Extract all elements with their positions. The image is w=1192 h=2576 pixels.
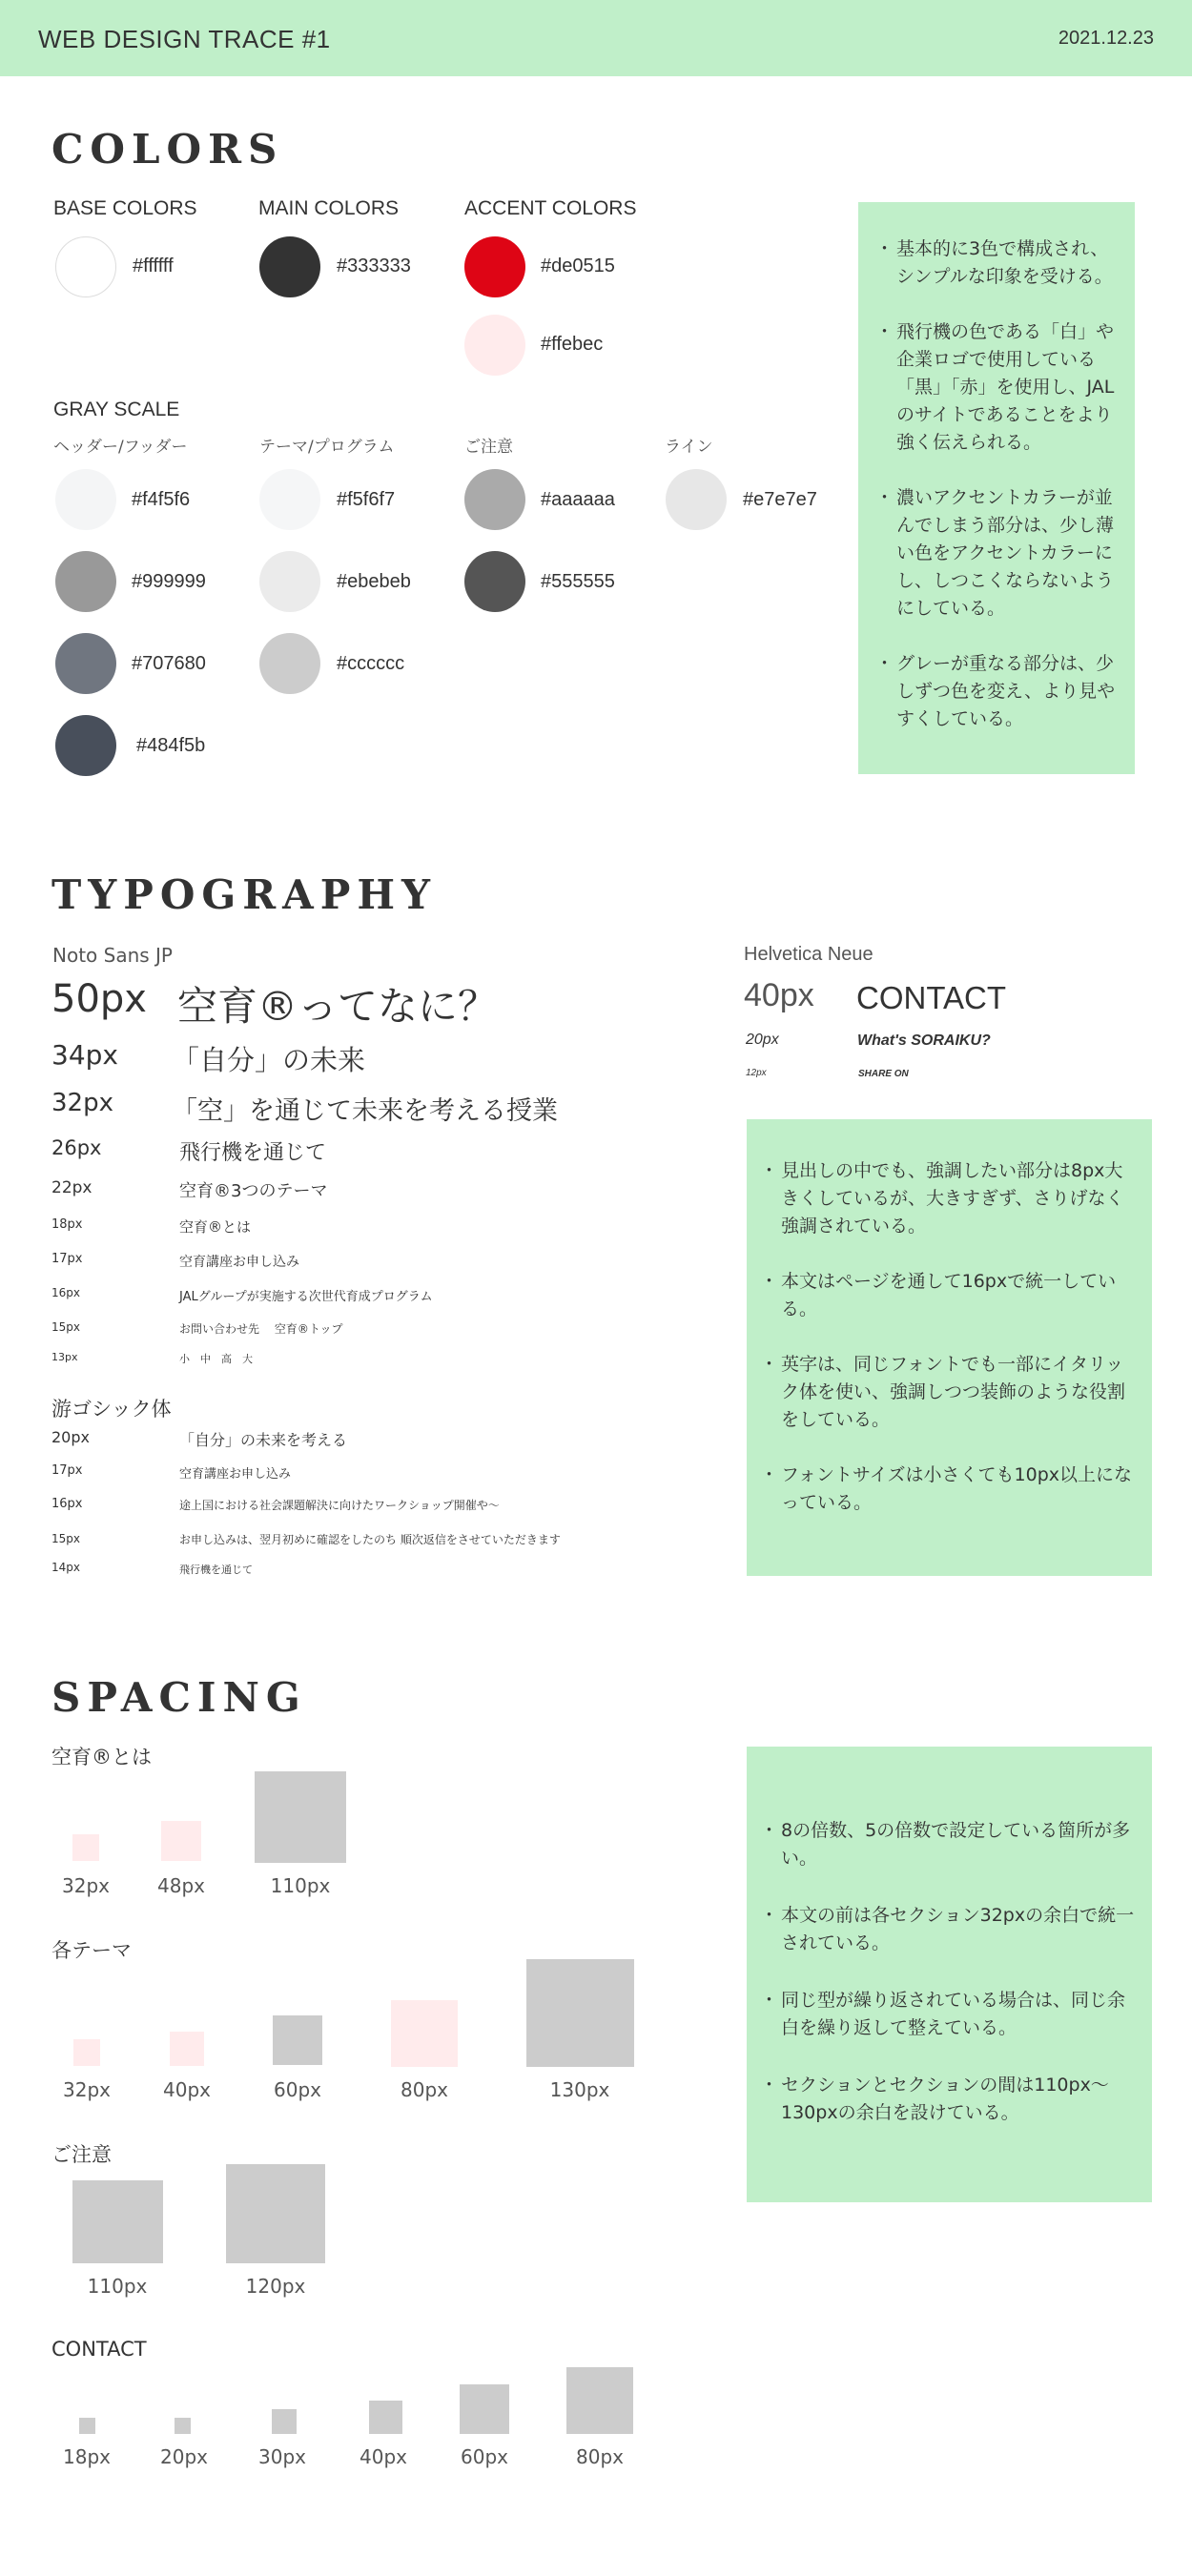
spacing-box-label: 110px xyxy=(87,2275,148,2298)
color-swatch xyxy=(55,633,116,694)
font-size-label: 15px xyxy=(51,1320,80,1334)
note-item: ・ 濃いアクセントカラーが並んでしまう部分は、少し薄い色をアクセントカラーにし、しつこくならないようにしている。 xyxy=(875,484,1120,623)
spacing-box xyxy=(369,2401,402,2434)
font-name-helvetica: Helvetica Neue xyxy=(744,944,873,965)
spacing-box xyxy=(170,2032,204,2066)
font-size-label: 26px xyxy=(51,1136,102,1159)
page-header xyxy=(0,0,1192,76)
note-item: ・ 基本的に3色で構成され、シンプルな印象を受ける。 xyxy=(875,235,1120,291)
color-code: #484f5b xyxy=(136,735,206,756)
color-code: #f5f6f7 xyxy=(337,489,396,510)
font-sample: CONTACT xyxy=(856,980,1007,1015)
spacing-box xyxy=(161,1821,201,1861)
color-code: #cccccc xyxy=(337,653,405,674)
spacing-group-title: ご注意 xyxy=(51,2143,112,2166)
note-item: ・ 同じ型が繰り返されている場合は、同じ余白を繰り返して整えている。 xyxy=(760,1987,1137,2042)
typography-note-list xyxy=(760,1157,1135,1517)
font-size-label: 12px xyxy=(746,1068,767,1078)
font-sample: 空育講座お申し込み xyxy=(179,1467,292,1482)
note-item: ・ 英字は、同じフォントでも一部にイタリック体を使い、強調しつつ装飾のような役割をしている。 xyxy=(760,1351,1135,1434)
font-sample: 「自分」の未来 xyxy=(172,1044,366,1076)
font-size-label: 40px xyxy=(744,977,814,1013)
color-code: #ffffff xyxy=(133,256,174,276)
color-code: #de0515 xyxy=(541,256,615,276)
font-sample: 空育®ってなに？ xyxy=(177,983,499,1030)
spacing-box-label: 32px xyxy=(62,1874,110,1897)
color-code: #555555 xyxy=(541,571,615,592)
spacing-group-title: 各テーマ xyxy=(51,1939,132,1962)
colors-note-list xyxy=(875,235,1120,733)
spacing-box xyxy=(72,1834,99,1861)
typography-heading: TYPOGRAPHY xyxy=(51,871,438,918)
note-item: ・ フォントサイズは小さくても10px以上になっている。 xyxy=(760,1462,1135,1517)
font-sample: 空育講座お申し込み xyxy=(179,1255,299,1270)
spacing-box-label: 80px xyxy=(576,2445,624,2468)
spacing-box-label: 32px xyxy=(63,2078,111,2101)
font-sample: JALグループが実施する次世代育成プログラム xyxy=(179,1290,433,1304)
color-swatch xyxy=(55,236,116,297)
gray-column-label: ライン xyxy=(665,438,713,457)
font-size-label: 34px xyxy=(51,1039,118,1071)
font-sample: What's SORAIKU? xyxy=(857,1032,991,1049)
color-swatch xyxy=(55,469,116,530)
font-sample: 「空」を通じて未来を考える授業 xyxy=(172,1096,558,1126)
color-swatch xyxy=(464,315,525,376)
color-code: #e7e7e7 xyxy=(743,489,817,510)
font-size-label: 20px xyxy=(746,1032,779,1048)
spacing-box xyxy=(73,2039,100,2066)
font-sample: 「自分」の未来を考える xyxy=(179,1431,348,1449)
spacing-note-box xyxy=(747,1747,1152,2202)
font-size-label: 18px xyxy=(51,1217,83,1232)
font-sample: 小 中 高 大 xyxy=(179,1353,253,1365)
spacing-group-title: CONTACT xyxy=(51,2338,147,2361)
font-size-label: 15px xyxy=(51,1532,80,1545)
font-size-label: 17px xyxy=(51,1252,83,1266)
spacing-box-label: 40px xyxy=(360,2445,407,2468)
spacing-box-label: 120px xyxy=(245,2275,306,2298)
font-sample: 飛行機を通じて xyxy=(179,1141,327,1165)
spacing-box-label: 60px xyxy=(274,2078,321,2101)
font-size-label: 16px xyxy=(51,1497,83,1511)
color-swatch xyxy=(259,236,320,297)
spacing-note-list xyxy=(760,1817,1137,2127)
spacing-box xyxy=(566,2367,633,2434)
base-colors-label: BASE COLORS xyxy=(53,197,197,219)
note-item: ・ 本文の前は各セクション32pxの余白で統一されている。 xyxy=(760,1902,1137,1957)
font-sample: 空育®とは xyxy=(179,1218,252,1236)
color-code: #ffebec xyxy=(541,334,604,355)
spacing-box xyxy=(175,2418,191,2434)
spacing-box xyxy=(460,2384,509,2434)
gray-column-label: テーマ/プログラム xyxy=(259,438,395,457)
accent-colors-label: ACCENT COLORS xyxy=(464,197,637,219)
spacing-box-label: 80px xyxy=(401,2078,448,2101)
font-size-label: 13px xyxy=(51,1351,78,1363)
spacing-box-label: 60px xyxy=(461,2445,508,2468)
color-swatch xyxy=(666,469,727,530)
note-item: ・ 見出しの中でも、強調したい部分は8px大きくしているが、大きすぎず、さりげなく強調されている。 xyxy=(760,1157,1135,1240)
font-name-noto: Noto Sans JP xyxy=(52,944,173,967)
font-sample: お問い合わせ先 空育®トップ xyxy=(179,1322,343,1336)
spacing-box-label: 18px xyxy=(63,2445,111,2468)
color-swatch xyxy=(259,469,320,530)
spacing-box xyxy=(272,2409,297,2434)
spacing-box-label: 20px xyxy=(160,2445,208,2468)
spacing-box xyxy=(273,2015,322,2065)
note-item: ・ 8の倍数、5の倍数で設定している箇所が多い。 xyxy=(760,1817,1137,1872)
font-sample: 空育®3つのテーマ xyxy=(179,1181,328,1201)
font-sample: 飛行機を通じて xyxy=(179,1564,253,1576)
color-code: #707680 xyxy=(132,653,206,674)
color-code: #333333 xyxy=(337,256,411,276)
note-item: ・ グレーが重なる部分は、少しずつ色を変え、より見やすくしている。 xyxy=(875,650,1120,733)
main-colors-label: MAIN COLORS xyxy=(258,197,400,219)
font-size-label: 14px xyxy=(51,1561,80,1574)
spacing-box-label: 30px xyxy=(258,2445,306,2468)
gray-column-label: ヘッダー/フッダー xyxy=(53,438,188,457)
color-swatch xyxy=(55,715,116,776)
font-size-label: 20px xyxy=(51,1428,90,1446)
typography-note-box xyxy=(747,1119,1152,1576)
spacing-box xyxy=(79,2418,95,2434)
spacing-box xyxy=(226,2164,325,2263)
font-size-label: 17px xyxy=(51,1463,83,1478)
gray-column-label: ご注意 xyxy=(464,438,513,457)
spacing-box xyxy=(526,1959,634,2067)
font-name-yu: 游ゴシック体 xyxy=(51,1398,172,1421)
spacing-heading: SPACING xyxy=(51,1674,307,1721)
spacing-group-title: 空育®とは xyxy=(51,1746,152,1768)
page-date: 2021.12.23 xyxy=(1058,28,1154,49)
font-sample: 途上国における社会課題解決に向けたワークショップ開催や〜 xyxy=(179,1499,500,1512)
font-size-label: 32px xyxy=(51,1089,113,1117)
color-swatch xyxy=(464,236,525,297)
spacing-box xyxy=(391,2000,458,2067)
color-swatch xyxy=(259,551,320,612)
color-swatch xyxy=(55,551,116,612)
color-code: #ebebeb xyxy=(337,571,411,592)
color-swatch xyxy=(464,469,525,530)
spacing-box-label: 48px xyxy=(157,1874,205,1897)
spacing-box xyxy=(255,1771,346,1863)
font-size-label: 16px xyxy=(51,1286,80,1299)
colors-note-box xyxy=(858,202,1135,774)
font-sample: SHARE ON xyxy=(858,1069,909,1079)
gray-scale-label: GRAY SCALE xyxy=(53,399,180,420)
spacing-box-label: 40px xyxy=(163,2078,211,2101)
spacing-box-label: 130px xyxy=(549,2078,610,2101)
color-code: #f4f5f6 xyxy=(132,489,191,510)
colors-heading: COLORS xyxy=(51,126,284,173)
font-sample: お申し込みは、翌月初めに確認をしたのち 順次返信をさせていただきます xyxy=(179,1533,561,1546)
note-item: ・ セクションとセクションの間は110px〜130pxの余白を設けている。 xyxy=(760,2072,1137,2127)
font-size-label: 50px xyxy=(51,977,147,1021)
spacing-box-label: 110px xyxy=(270,1874,331,1897)
color-code: #999999 xyxy=(132,571,206,592)
page-title: WEB DESIGN TRACE #1 xyxy=(38,25,331,53)
color-code: #aaaaaa xyxy=(541,489,615,510)
note-item: ・ 飛行機の色である「白」や企業ロゴで使用している「黒」「赤」を使用し、JALのサイトであることをより強く伝えられる。 xyxy=(875,318,1120,457)
spacing-box xyxy=(72,2180,163,2263)
font-size-label: 22px xyxy=(51,1178,92,1197)
note-item: ・ 本文はページを通して16pxで統一している。 xyxy=(760,1268,1135,1323)
color-swatch xyxy=(259,633,320,694)
color-swatch xyxy=(464,551,525,612)
